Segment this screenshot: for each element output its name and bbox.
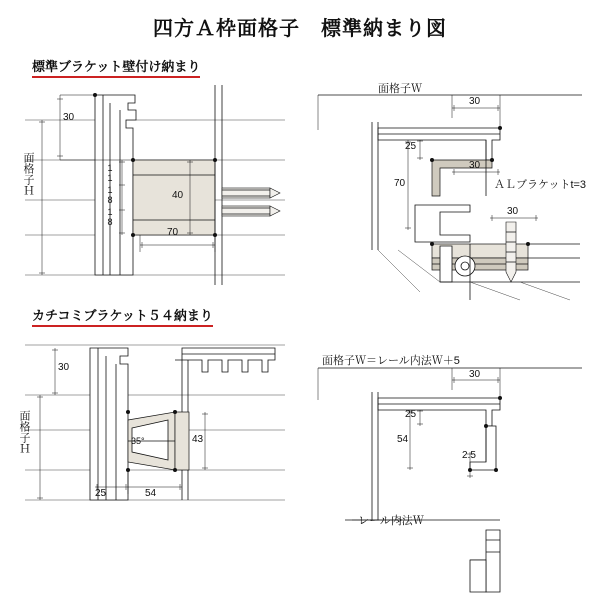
dim-right-bottom-54: 54 bbox=[397, 434, 409, 445]
dim-right-bottom-25: 25 bbox=[405, 409, 417, 420]
dim-right-bottom-30: 30 bbox=[469, 369, 481, 380]
page-title: 四方Ａ枠面格子 標準納まり図 bbox=[153, 18, 447, 40]
dim-left-top-30: 30 bbox=[63, 112, 75, 123]
dim-left-bottom-43: 43 bbox=[192, 434, 204, 445]
dim-right-top-30b: 30 bbox=[469, 160, 481, 171]
label-al-bracket: ＡＬブラケットt=3 bbox=[494, 179, 587, 191]
left-top-vertical-label: 面格子Ｈ bbox=[22, 152, 34, 196]
dim-right-top-30c: 30 bbox=[507, 206, 519, 217]
section-label-left-bottom: カチコミブラケット５４納まり bbox=[32, 305, 213, 327]
dim-right-top-30a: 30 bbox=[469, 96, 481, 107]
dim-left-top-70: 70 bbox=[167, 227, 179, 238]
dim-right-bottom-gap: 2.5 bbox=[462, 450, 476, 461]
dim-left-bottom-25: 25 bbox=[95, 488, 107, 499]
dim-left-top-40: 40 bbox=[172, 190, 184, 201]
label-grid-width: 面格子Ｗ bbox=[378, 83, 422, 95]
section-label-left-top: 標準ブラケット壁付け納まり bbox=[32, 56, 200, 78]
dim-left-bottom-30: 30 bbox=[58, 362, 70, 373]
dim-left-bottom-angle: 35° bbox=[131, 436, 145, 446]
dim-right-top-25: 25 bbox=[405, 141, 417, 152]
dim-left-bottom-54: 54 bbox=[145, 488, 157, 499]
dim-left-top-18a: 18 bbox=[105, 185, 115, 205]
dim-left-top-18b: 18 bbox=[105, 207, 115, 227]
label-rail-inner-width: レール内法Ｗ bbox=[358, 515, 424, 527]
label-width-formula: 面格子Ｗ＝レール内法Ｗ＋5 bbox=[322, 355, 460, 367]
left-bottom-vertical-label: 面格子Ｈ bbox=[18, 410, 30, 454]
dim-left-top-11: 11 bbox=[105, 163, 115, 183]
dim-right-top-70: 70 bbox=[394, 178, 406, 189]
